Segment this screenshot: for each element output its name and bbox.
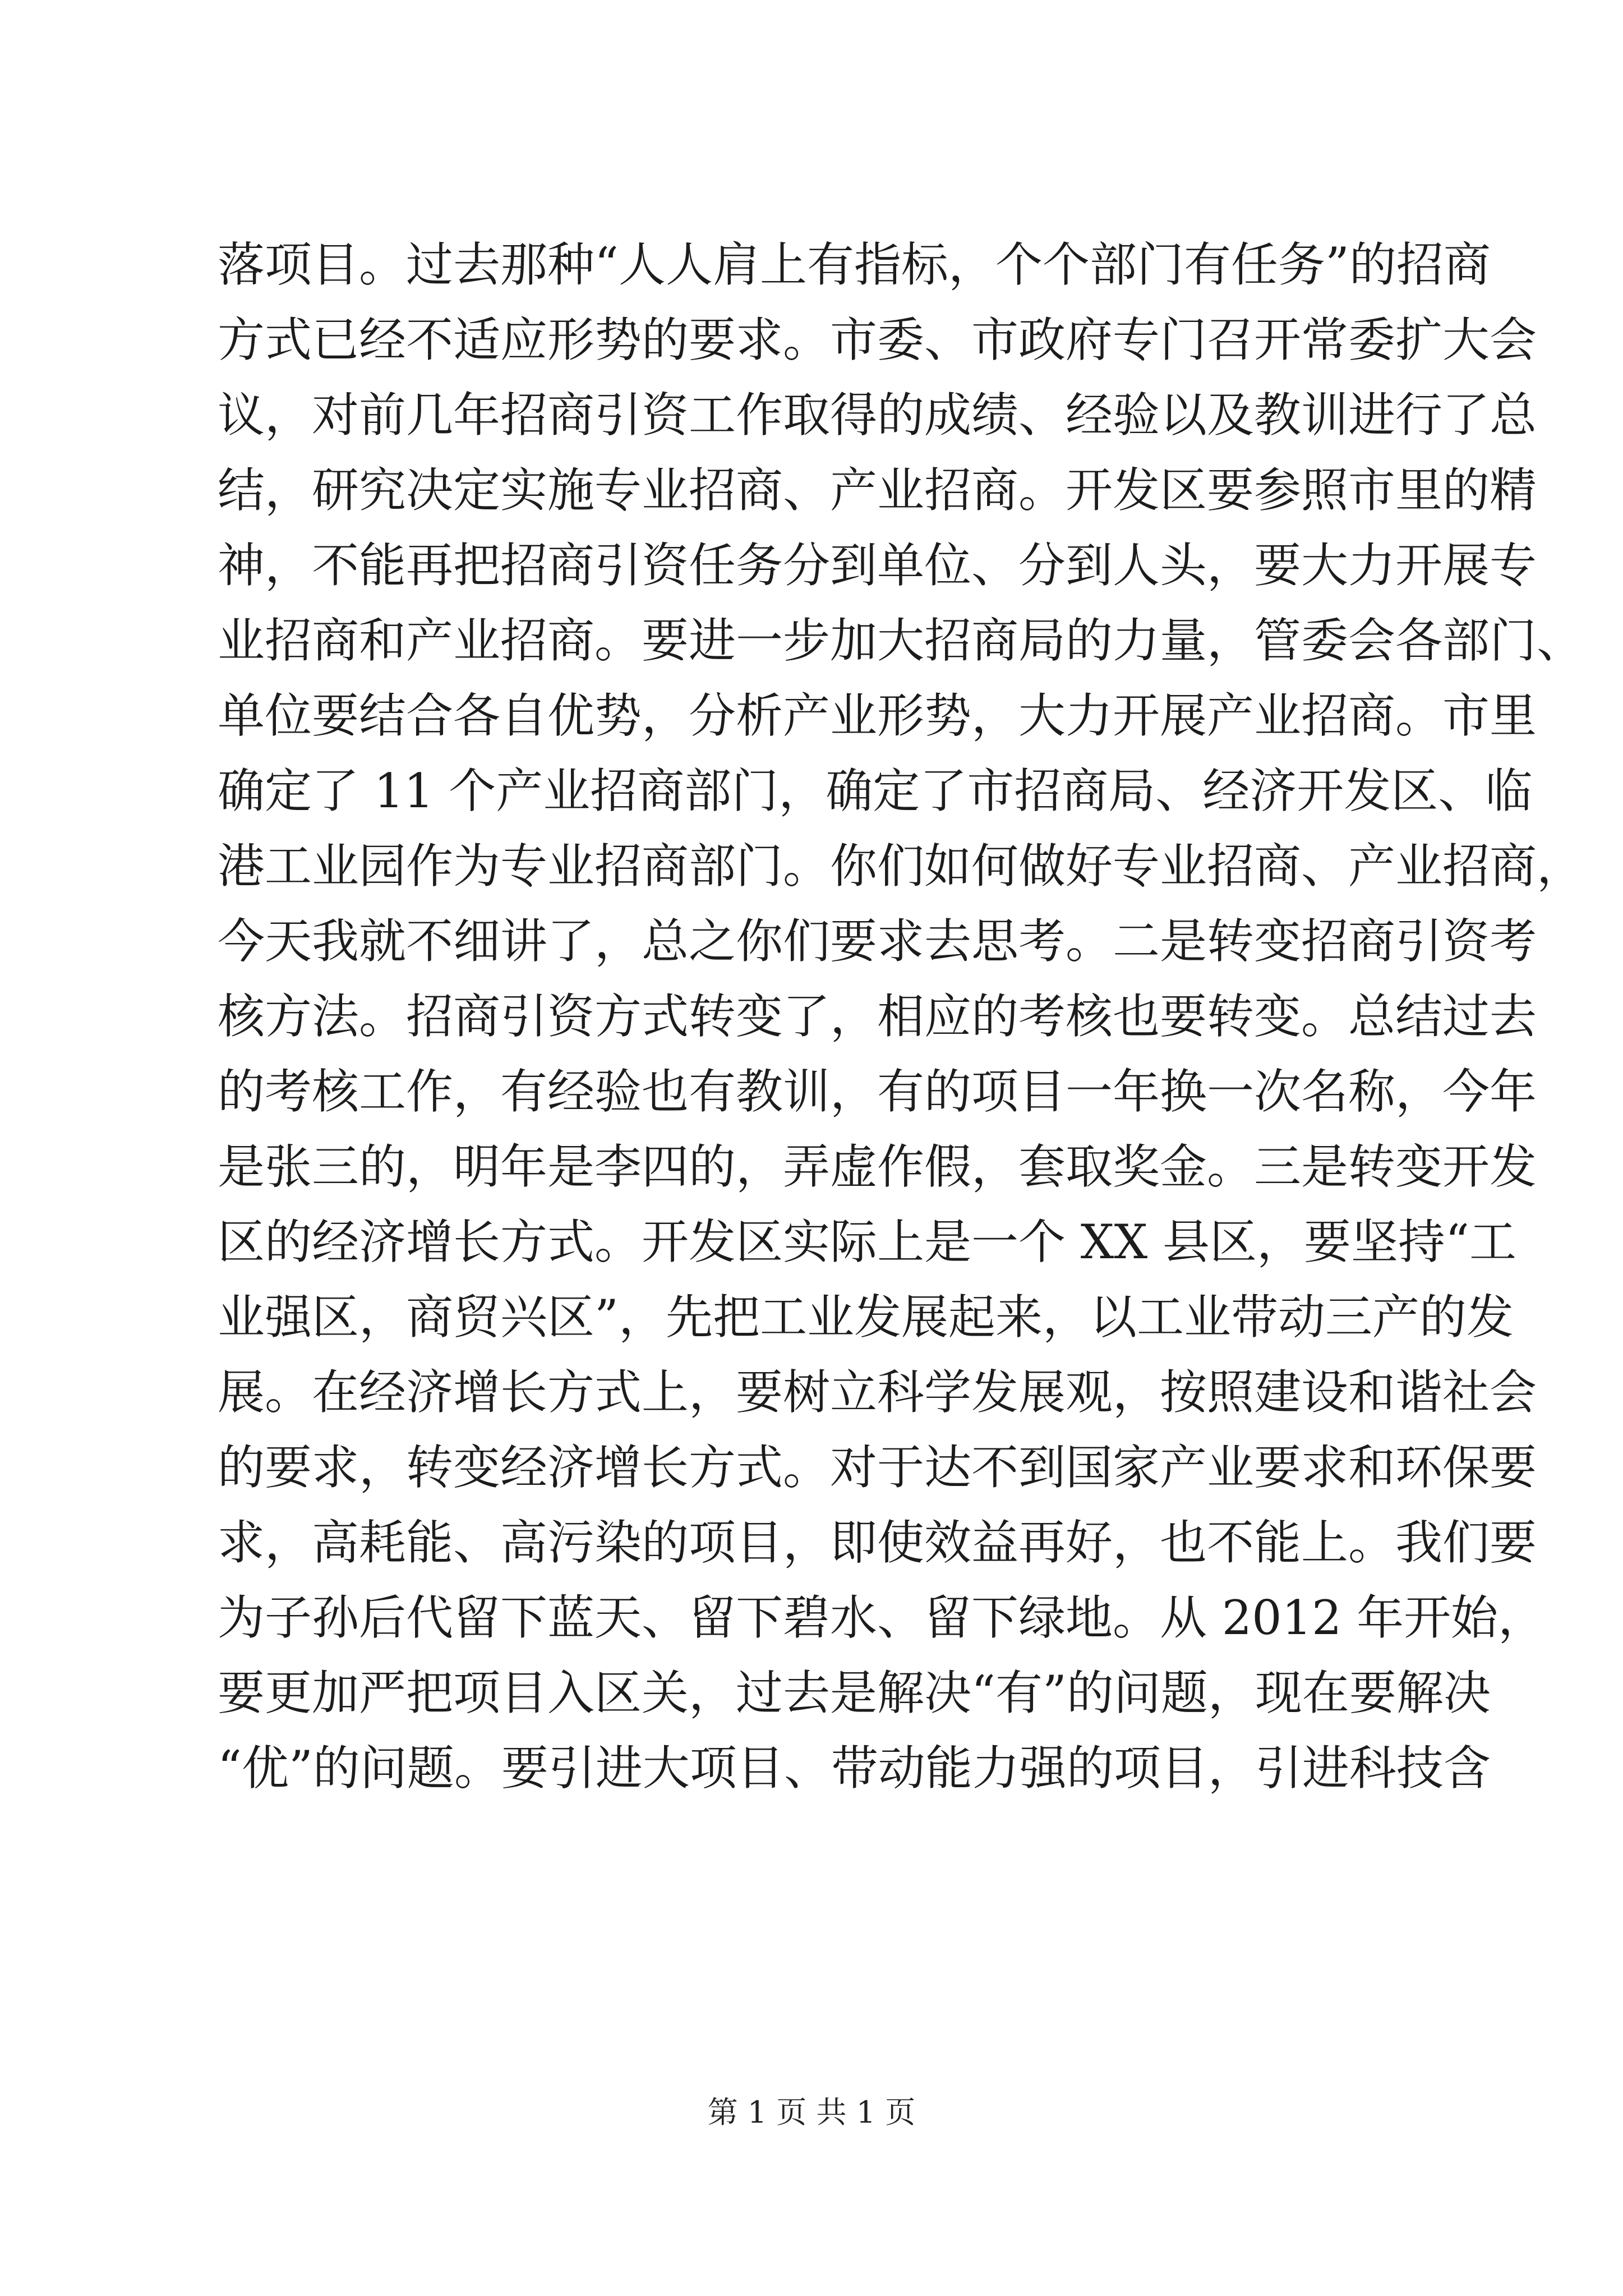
text-line: 区的经济增长方式。开发区实际上是一个 XX 县区，要坚持“工 xyxy=(218,1214,1516,1269)
text-line: 确定了 11 个产业招商部门，确定了市招商局、经济开发区、临 xyxy=(218,763,1533,818)
text-line: 的要求，转变经济增长方式。对于达不到国家产业要求和环保要 xyxy=(218,1440,1537,1495)
text-line: 要更加严把项目入区关，过去是解决“有”的问题，现在要解决 xyxy=(218,1665,1491,1720)
text-line: 今天我就不细讲了，总之你们要求去思考。二是转变招商引资考 xyxy=(218,914,1537,969)
text-line: 为子孙后代留下蓝天、留下碧水、留下绿地。从 2012 年开始， xyxy=(218,1590,1546,1645)
text-line: 的考核工作，有经验也有教训，有的项目一年换一次名称，今年 xyxy=(218,1064,1537,1119)
text-line: 单位要结合各自优势，分析产业形势，大力开展产业招商。市里 xyxy=(218,688,1537,743)
text-line: 方式已经不适应形势的要求。市委、市政府专门召开常委扩大会 xyxy=(218,312,1537,367)
text-line: 港工业园作为专业招商部门。你们如何做好专业招商、产业招商， xyxy=(218,839,1584,894)
text-line: 核方法。招商引资方式转变了，相应的考核也要转变。总结过去 xyxy=(218,989,1537,1044)
text-line: 展。在经济增长方式上，要树立科学发展观，按照建设和谐社会 xyxy=(218,1365,1537,1420)
text-line: 是张三的，明年是李四的，弄虚作假，套取奖金。三是转变开发 xyxy=(218,1139,1537,1194)
text-line: “优”的问题。要引进大项目、带动能力强的项目，引进科技含 xyxy=(218,1741,1491,1796)
text-line: 业招商和产业招商。要进一步加大招商局的力量，管委会各部门、 xyxy=(218,613,1584,668)
page-number-footer: 第 1 页 共 1 页 xyxy=(707,2095,916,2130)
text-line: 落项目。过去那种“人人肩上有指标，个个部门有任务”的招商 xyxy=(218,237,1491,292)
text-line: 结，研究决定实施专业招商、产业招商。开发区要参照市里的精 xyxy=(218,463,1537,518)
text-line: 议，对前几年招商引资工作取得的成绩、经验以及教训进行了总 xyxy=(218,388,1537,443)
text-line: 求，高耗能、高污染的项目，即使效益再好，也不能上。我们要 xyxy=(218,1515,1537,1570)
text-line: 神，不能再把招商引资任务分到单位、分到人头，要大力开展专 xyxy=(218,538,1537,593)
text-line: 业强区，商贸兴区”，先把工业发展起来，以工业带动三产的发 xyxy=(218,1290,1514,1345)
